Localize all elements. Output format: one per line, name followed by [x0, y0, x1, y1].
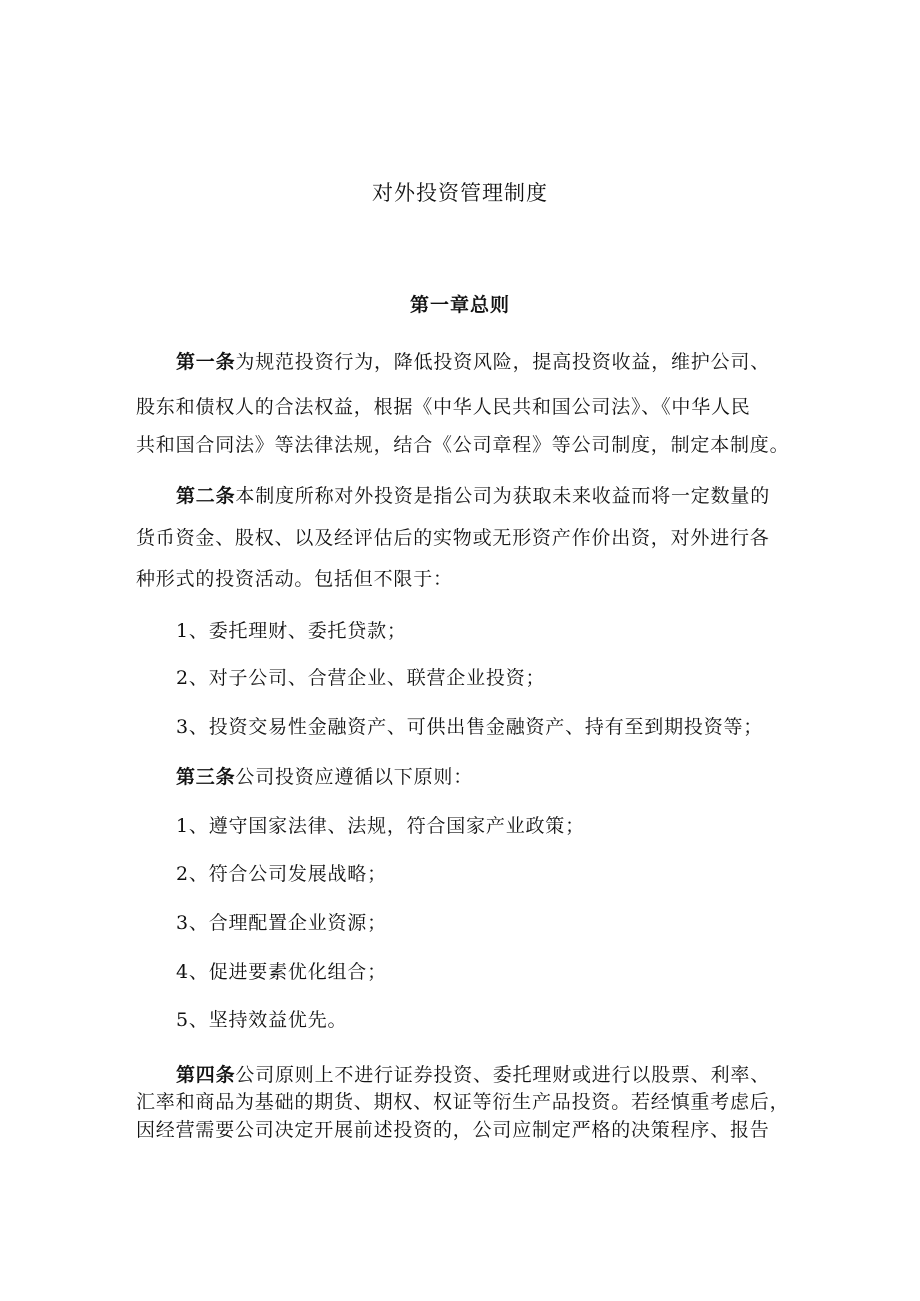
- article-3-item-1: 1、遵守国家法律、法规，符合国家产业政策；: [176, 815, 585, 837]
- article-3-label: 第三条: [176, 766, 236, 788]
- article-3-item-2: 2、符合公司发展战略；: [176, 863, 387, 885]
- article-3-item-3: 3、合理配置企业资源；: [176, 912, 387, 934]
- article-1-text-1: 为规范投资行为，降低投资风险，提高投资收益，维护公司、: [235, 351, 771, 373]
- article-3-item-4: 4、促进要素优化组合；: [176, 961, 387, 983]
- article-3-item-5: 5、坚持效益优先。: [176, 1009, 348, 1031]
- article-4-text-1: 公司原则上不进行证券投资、委托理财或进行以股票、利率、: [235, 1064, 771, 1086]
- article-4-line-1: [176, 1063, 770, 1087]
- article-3-line-1: [176, 765, 473, 789]
- article-2-line-3: 种形式的投资活动。包括但不限于：: [136, 568, 453, 590]
- article-1-line-3: 共和国合同法》等法律法规，结合《公司章程》等公司制度，制定本制度。: [136, 434, 790, 456]
- article-2-line-2: 货币资金、股权、以及经评估后的实物或无形资产作价出资，对外进行各: [136, 527, 770, 549]
- article-2-text-1: 本制度所称对外投资是指公司为获取未来收益而将一定数量的: [235, 485, 771, 507]
- article-1-line-1: [176, 350, 770, 374]
- article-2-item-1: 1、委托理财、委托贷款；: [176, 620, 407, 642]
- article-3-text-1: 公司投资应遵循以下原则：: [235, 766, 474, 788]
- article-2-item-3: 3、投资交易性金融资产、可供出售金融资产、持有至到期投资等；: [176, 716, 764, 738]
- article-2-line-1: [176, 484, 770, 508]
- article-2-item-2: 2、对子公司、合营企业、联营企业投资；: [176, 667, 546, 689]
- article-1-line-2: 股东和债权人的合法权益，根据《中华人民共和国公司法》、《中华人民: [136, 396, 751, 418]
- article-4-label: 第四条: [176, 1064, 236, 1086]
- chapter-heading: 第一章总则: [409, 294, 510, 316]
- article-4-line-3: 因经营需要公司决定开展前述投资的，公司应制定严格的决策程序、报告: [136, 1119, 770, 1141]
- article-2-label: 第二条: [176, 485, 236, 507]
- article-4-line-2: 汇率和商品为基础的期货、期权、权证等衍生产品投资。若经慎重考虑后，: [136, 1091, 790, 1113]
- document-title: 对外投资管理制度: [372, 181, 548, 205]
- article-1-label: 第一条: [176, 351, 236, 373]
